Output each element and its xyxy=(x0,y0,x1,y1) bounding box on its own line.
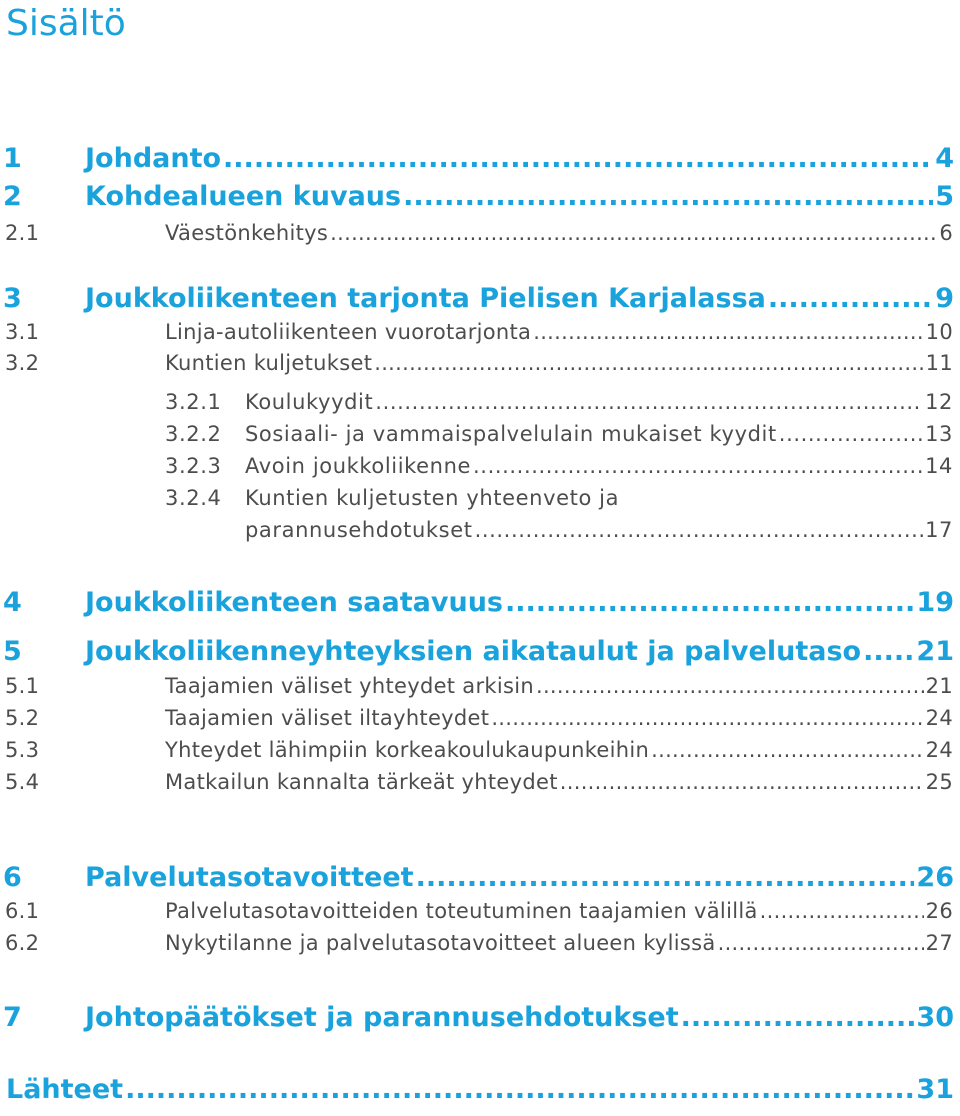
toc-label: Palvelutasotavoitteiden toteutuminen taajamien välillä xyxy=(165,899,758,923)
toc-number: 3.2.2 xyxy=(165,422,222,446)
toc-entry-section-3-2[interactable] xyxy=(0,351,960,381)
toc-number: 5.1 xyxy=(5,674,40,698)
toc-label: Koulukyydit xyxy=(245,390,374,414)
toc-leader-dots xyxy=(536,674,924,698)
toc-entry-chapter-2[interactable] xyxy=(0,181,960,217)
toc-number: 2 xyxy=(3,181,22,212)
toc-label: Taajamien väliset yhteydet arkisin xyxy=(165,674,534,698)
toc-number: 2.1 xyxy=(5,221,40,245)
toc-entry-chapter-5[interactable] xyxy=(0,636,960,672)
toc-number: 3.2.4 xyxy=(165,486,222,510)
toc-number: 1 xyxy=(3,143,22,174)
toc-entry-section-3-1[interactable] xyxy=(0,320,960,350)
toc-entry-section-5-1[interactable] xyxy=(0,674,960,704)
toc-page-number: 6 xyxy=(939,221,953,245)
toc-leader-dots xyxy=(651,738,924,762)
toc-label: Linja-autoliikenteen vuorotarjonta xyxy=(165,320,532,344)
toc-page-number: 30 xyxy=(916,1002,954,1033)
toc-page-number: 5 xyxy=(935,181,954,212)
toc-number: 6.1 xyxy=(5,899,40,923)
toc-page-number: 27 xyxy=(925,931,953,955)
toc-entry-section-5-2[interactable] xyxy=(0,706,960,736)
toc-label: Joukkoliikenteen saatavuus xyxy=(85,587,503,618)
toc-label: Johtopäätökset ja parannusehdotukset xyxy=(85,1002,679,1033)
toc-page-number: 12 xyxy=(925,390,953,414)
toc-page-number: 21 xyxy=(925,674,953,698)
toc-label: Joukkoliikenteen tarjonta Pielisen Karjalassa xyxy=(85,283,766,314)
toc-entry-section-3-2-2[interactable] xyxy=(0,422,960,452)
toc-label: Taajamien väliset iltayhteydet xyxy=(165,706,490,730)
toc-page-number: 9 xyxy=(935,283,954,314)
toc-number: 6.2 xyxy=(5,931,40,955)
toc-entry-section-3-2-1[interactable] xyxy=(0,390,960,420)
toc-number: 5 xyxy=(3,636,22,667)
toc-page-number: 11 xyxy=(925,351,953,375)
toc-leader-dots xyxy=(681,1002,915,1033)
toc-number: 5.4 xyxy=(5,770,40,794)
toc-entry-chapter-4[interactable] xyxy=(0,587,960,623)
toc-label: Kuntien kuljetukset xyxy=(165,351,373,375)
toc-leader-dots xyxy=(125,1074,914,1105)
toc-number: 5.3 xyxy=(5,738,40,762)
toc-leader-dots xyxy=(768,283,933,314)
toc-entry-chapter-3[interactable] xyxy=(0,283,960,319)
toc-leader-dots xyxy=(863,636,914,667)
toc-leader-dots xyxy=(505,587,914,618)
toc-leader-dots xyxy=(475,518,924,542)
toc-label: Sosiaali- ja vammaispalvelulain mukaiset kyydit xyxy=(245,422,777,446)
toc-entry-section-5-3[interactable] xyxy=(0,738,960,768)
toc-label: Lähteet xyxy=(6,1074,124,1105)
toc-entry-chapter-6[interactable] xyxy=(0,862,960,898)
toc-label: Nykytilanne ja palvelutasotavoitteet alueen kylissä xyxy=(165,931,716,955)
toc-label: Joukkoliikenneyhteyksien aikataulut ja palvelutaso xyxy=(85,636,862,667)
toc-leader-dots xyxy=(330,221,937,245)
toc-number: 7 xyxy=(3,1002,22,1033)
toc-number: 3 xyxy=(3,283,22,314)
toc-entry-references[interactable] xyxy=(0,1074,960,1110)
toc-label: Väestönkehitys xyxy=(165,221,329,245)
toc-leader-dots xyxy=(718,931,924,955)
toc-leader-dots xyxy=(416,862,915,893)
toc-leader-dots xyxy=(491,706,923,730)
toc-number: 3.2 xyxy=(5,351,40,375)
toc-leader-dots xyxy=(473,454,923,478)
toc-label: Johdanto xyxy=(85,143,222,174)
toc-leader-dots xyxy=(760,899,924,923)
toc-page-number: 26 xyxy=(925,899,953,923)
toc-label: Avoin joukkoliikenne xyxy=(245,454,472,478)
toc-page-number: 24 xyxy=(925,706,953,730)
toc-page-number: 21 xyxy=(916,636,954,667)
toc-entry-section-6-2[interactable] xyxy=(0,931,960,961)
toc-label: Palvelutasotavoitteet xyxy=(85,862,414,893)
toc-entry-section-5-4[interactable] xyxy=(0,770,960,800)
toc-entry-section-3-2-4[interactable] xyxy=(0,486,960,516)
toc-entry-section-6-1[interactable] xyxy=(0,899,960,929)
toc-leader-dots xyxy=(779,422,923,446)
toc-leader-dots xyxy=(375,390,923,414)
toc-page-number: 31 xyxy=(916,1074,954,1105)
toc-entry-chapter-7[interactable] xyxy=(0,1002,960,1038)
toc-label: Kohdealueen kuvaus xyxy=(85,181,402,212)
toc-number: 6 xyxy=(3,862,22,893)
toc-label: Kuntien kuljetusten yhteenveto ja xyxy=(245,486,620,510)
toc-page-number: 10 xyxy=(925,320,953,344)
toc-leader-dots xyxy=(374,351,923,375)
toc-number: 4 xyxy=(3,587,22,618)
toc-label: Yhteydet lähimpiin korkeakoulukaupunkeihin xyxy=(165,738,650,762)
toc-number: 5.2 xyxy=(5,706,40,730)
toc-leader-dots xyxy=(403,181,933,212)
toc-entry-section-3-2-4-continued[interactable] xyxy=(0,518,960,548)
toc-entry-section-2-1[interactable] xyxy=(0,221,960,251)
toc-leader-dots xyxy=(223,143,933,174)
toc-label-continued: parannusehdotukset xyxy=(245,518,473,542)
toc-page-number: 26 xyxy=(916,862,954,893)
toc-page-number: 19 xyxy=(916,587,954,618)
toc-entry-chapter-1[interactable] xyxy=(0,143,960,179)
toc-number: 3.2.3 xyxy=(165,454,222,478)
toc-leader-dots xyxy=(533,320,923,344)
toc-leader-dots xyxy=(560,770,924,794)
toc-page-number: 13 xyxy=(925,422,953,446)
toc-page-number: 17 xyxy=(925,518,953,542)
toc-page-number: 24 xyxy=(925,738,953,762)
toc-page-number: 14 xyxy=(925,454,953,478)
toc-number: 3.1 xyxy=(5,320,40,344)
toc-page-number: 25 xyxy=(925,770,953,794)
toc-entry-section-3-2-3[interactable] xyxy=(0,454,960,484)
page-title: Sisältö xyxy=(6,3,126,44)
toc-number: 3.2.1 xyxy=(165,390,222,414)
toc-page-number: 4 xyxy=(935,143,954,174)
toc-label: Matkailun kannalta tärkeät yhteydet xyxy=(165,770,558,794)
